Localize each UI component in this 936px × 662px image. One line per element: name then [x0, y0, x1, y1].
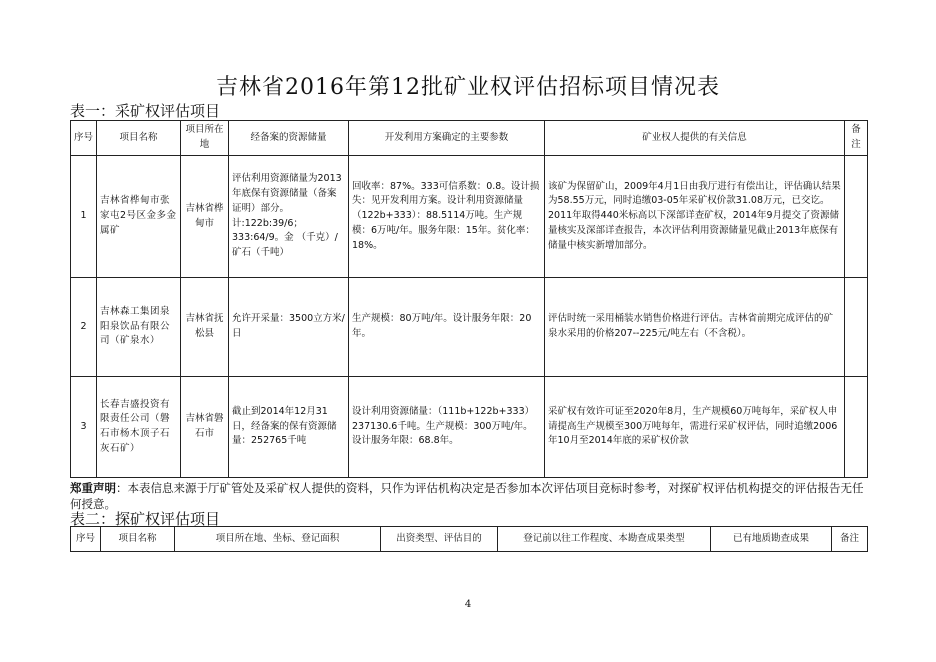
table-row	[71, 377, 868, 478]
row-no: 2	[71, 278, 97, 377]
header-params: 开发利用方案确定的主要参数	[349, 121, 545, 156]
row-name: 吉林森工集团泉阳泉饮品有限公司（矿泉水）	[97, 278, 181, 377]
table2-header-row	[71, 527, 868, 552]
header-name: 项目名称	[97, 121, 181, 156]
header-no: 序号	[71, 527, 101, 552]
table2-heading: 表二：探矿权评估项目	[70, 510, 221, 528]
disclaimer-label: 郑重声明	[70, 481, 116, 495]
header-investment-type: 出资类型、评估目的	[381, 527, 498, 552]
row-location: 吉林省桦甸市	[181, 156, 229, 278]
row-info: 评估时统一采用桶装水销售价格进行评估。吉林省前期完成评估的矿泉水采用的价格207--225元/吨左右（不含税）。	[545, 278, 845, 377]
row-reserves: 截止到2014年12月31日，经备案的保有资源储量：252765千吨	[229, 377, 349, 478]
table1-heading: 表一：采矿权评估项目	[70, 102, 221, 120]
header-reserves: 经备案的资源储量	[229, 121, 349, 156]
row-info: 该矿为保留矿山，2009年4月1日由我厅进行有偿出让，评估确认结果为58.55万元，同时追缴03-05年采矿权价款31.08万元，已交讫。2011年取得440米标高以下深部详查矿权，2014年9月提交了资源储量核实及深部详查报告，本次评估利用资源储量见截止2013年底保有储量中核实新增加部分。	[545, 156, 845, 278]
table-row	[71, 278, 868, 377]
header-remark: 备注	[832, 527, 868, 552]
exploration-rights-table	[70, 526, 868, 552]
row-no: 1	[71, 156, 97, 278]
disclaimer-text: ：本表信息来源于厅矿管处及采矿权人提供的资料，只作为评估机构决定是否参加本次评估项目竞标时参考，对探矿权评估机构提交的评估报告无任何授意。	[70, 481, 864, 511]
row-remark	[845, 278, 868, 377]
page-number: 4	[464, 599, 472, 610]
row-params: 回收率：87%。333可信系数：0.8。设计损失：见开发利用方案。设计利用资源储量（122b+333）：88.5114万吨。生产规模：6万吨/年。服务年限：15年。贫化率：18%。	[349, 156, 545, 278]
header-geo-results: 已有地质勘查成果	[711, 527, 832, 552]
table1-header-row	[71, 121, 868, 156]
row-name: 长春吉盛投资有限责任公司（磐石市杨木顶子石灰石矿）	[97, 377, 181, 478]
row-params: 生产规模：80万吨/年。设计服务年限：20年。	[349, 278, 545, 377]
row-params: 设计利用资源储量：（111b+122b+333）237130.6千吨。生产规模：300万吨/年。设计服务年限：68.8年。	[349, 377, 545, 478]
header-remark: 备注	[845, 121, 868, 156]
row-info: 采矿权有效许可证至2020年8月，生产规模60万吨每年，采矿权人申请提高生产规模至300万吨每年，需进行采矿权评估，同时追缴2006年10月至2014年底的采矿权价款	[545, 377, 845, 478]
header-location-coords: 项目所在地、坐标、登记面积	[175, 527, 381, 552]
page-title: 吉林省2016年第12批矿业权评估招标项目情况表	[216, 75, 720, 100]
table-row	[71, 156, 868, 278]
header-name: 项目名称	[101, 527, 175, 552]
row-reserves: 允许开采量：3500立方米/日	[229, 278, 349, 377]
mining-rights-table	[70, 120, 868, 478]
row-location: 吉林省抚松县	[181, 278, 229, 377]
header-work-level: 登记前以往工作程度、本勘查成果类型	[498, 527, 711, 552]
row-no: 3	[71, 377, 97, 478]
header-info: 矿业权人提供的有关信息	[545, 121, 845, 156]
header-no: 序号	[71, 121, 97, 156]
row-name: 吉林省桦甸市张家屯2号区金多金属矿	[97, 156, 181, 278]
row-reserves: 评估利用资源储量为2013年底保有资源储量（备案证明）部分。计:122b:39/6； 333:64/9。金 （千克）/矿石（千吨）	[229, 156, 349, 278]
header-location: 项目所在地	[181, 121, 229, 156]
row-remark	[845, 156, 868, 278]
row-remark	[845, 377, 868, 478]
row-location: 吉林省磐石市	[181, 377, 229, 478]
